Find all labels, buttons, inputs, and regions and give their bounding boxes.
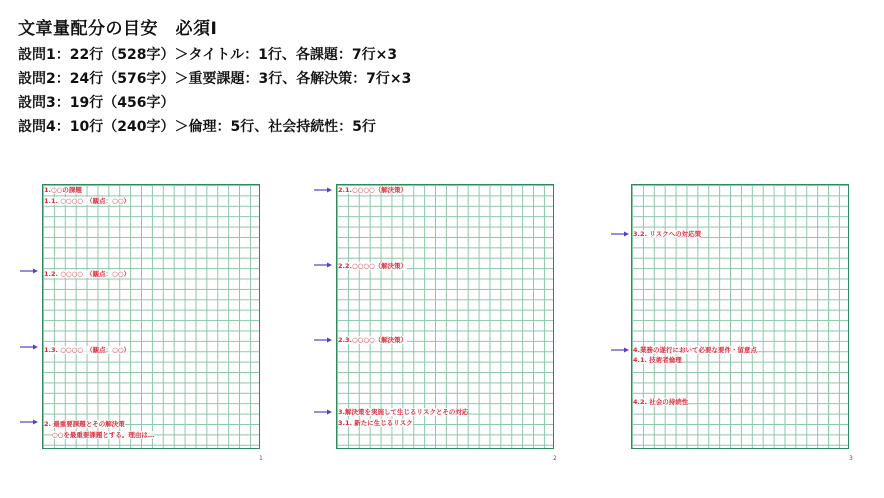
sheet-note: 1.3. ○○○○ （観点：○○）	[44, 346, 131, 354]
page-title: 文章量配分の目安 必須Ⅰ	[18, 19, 218, 39]
sheet-note: 1.○○の課題	[44, 186, 82, 194]
sheet-note: 2. 最重要課題とその解決策	[44, 420, 125, 428]
arrow-right-icon	[314, 187, 332, 193]
sheet-note: 3.1. 新たに生じるリスク	[338, 419, 413, 427]
arrow-right-icon	[20, 344, 38, 350]
rule-line-4: 設問4：10行（240字）＞倫理：5行、社会持続性：5行	[18, 119, 376, 135]
rule-line-3: 設問3：19行（456字）	[18, 95, 175, 111]
sheet-note: 3.解決策を実施して生じるリスクとその対応	[338, 408, 469, 416]
arrow-right-icon	[314, 262, 332, 268]
page-number: 2	[553, 455, 557, 462]
arrow-right-icon	[611, 231, 629, 237]
sheet-note: 4.2. 社会の持続性	[633, 398, 689, 406]
sheet-note: 2.2.○○○○（解決策）	[338, 262, 408, 270]
sheet-note: 1.2. ○○○○ （観点：○○）	[44, 270, 131, 278]
arrow-right-icon	[314, 337, 332, 343]
answer-sheet-3	[631, 184, 849, 449]
arrow-right-icon	[20, 268, 38, 274]
sheet-note: 1.1. ○○○○ （観点：○○）	[44, 197, 131, 205]
arrow-right-icon	[314, 409, 332, 415]
sheet-note: 4.業務の遂行において必要な要件・留意点	[633, 346, 757, 354]
sheet-note: 4.1. 技術者倫理	[633, 356, 682, 364]
sheet-note: 2.1.○○○○（解決策）	[338, 186, 408, 194]
rule-line-2: 設問2：24行（576字）＞重要課題：3行、各解決策：7行×3	[18, 71, 412, 87]
page-number: 1	[259, 455, 263, 462]
arrow-right-icon	[20, 419, 38, 425]
page-number: 3	[849, 455, 853, 462]
sheet-note: 2.3.○○○○（解決策）	[338, 336, 408, 344]
rule-line-1: 設問1：22行（528字）＞タイトル：1行、各課題：7行×3	[18, 47, 398, 63]
sheet-note: ○○を最重要課題とする。理由は…	[52, 431, 155, 439]
answer-sheet-1	[42, 184, 260, 449]
arrow-right-icon	[611, 347, 629, 353]
sheet-note: 3.2. リスクへの対応策	[633, 230, 702, 238]
